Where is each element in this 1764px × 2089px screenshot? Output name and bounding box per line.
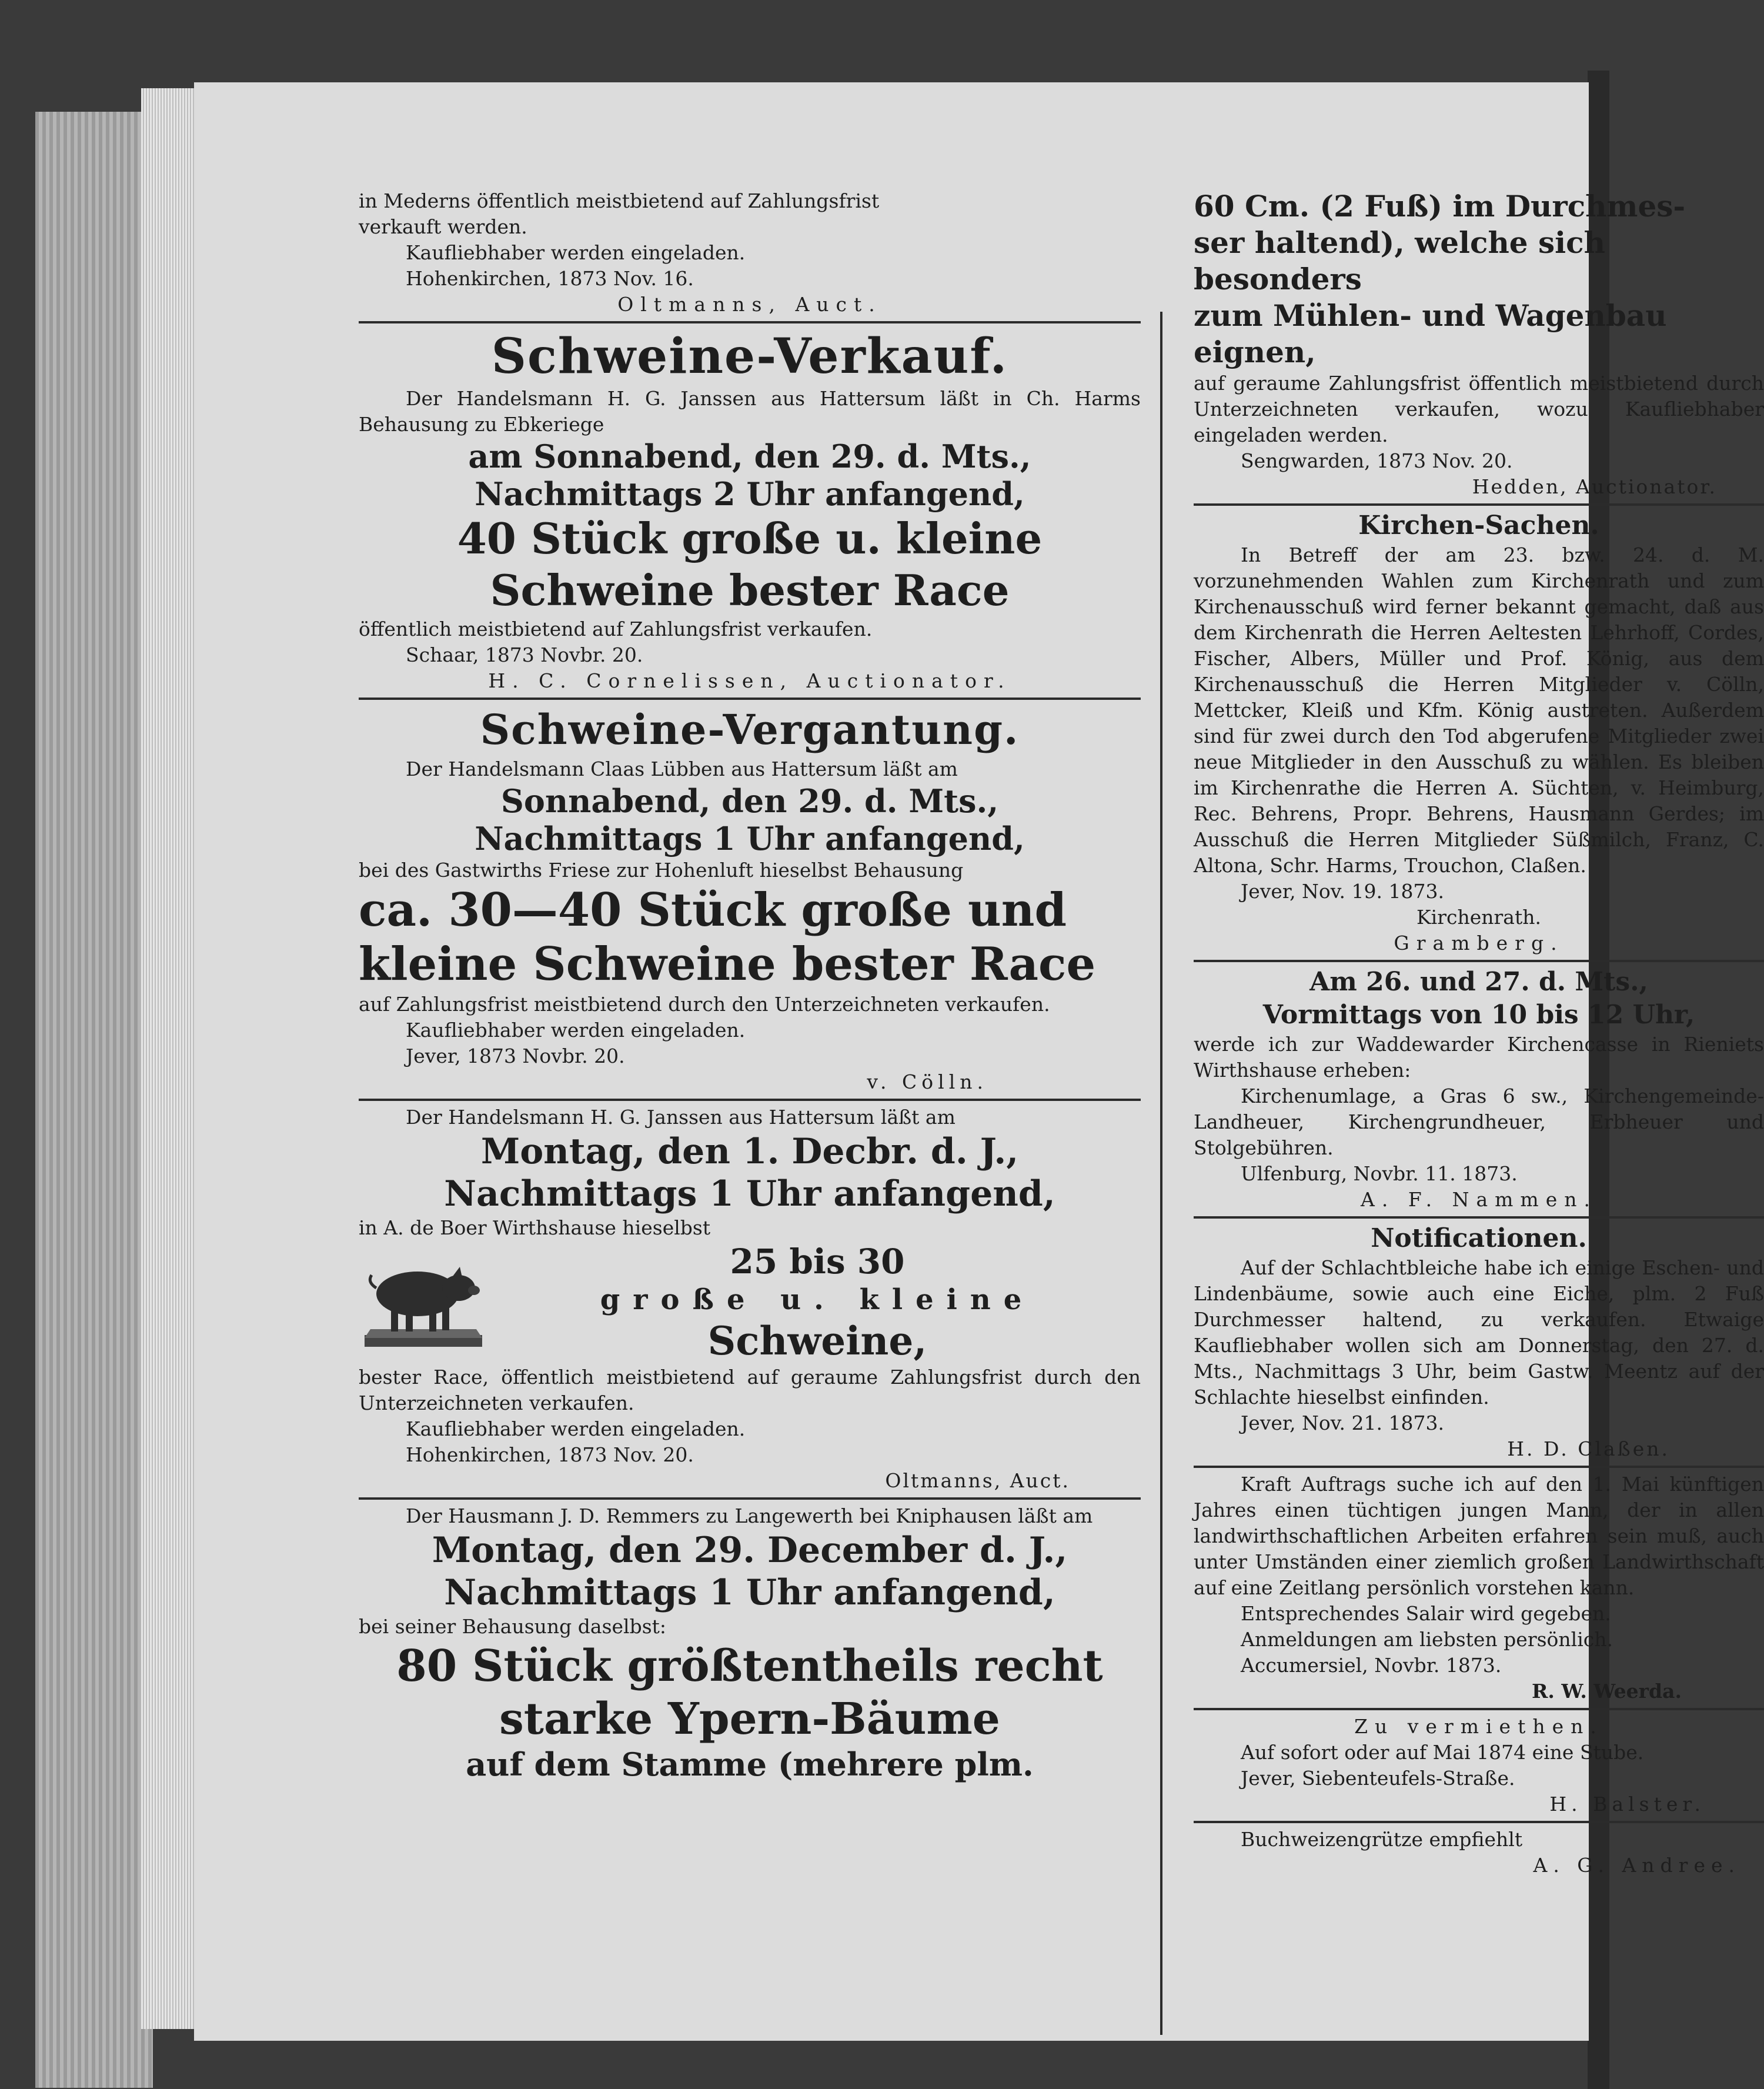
ad-text: bester Race, öffentlich meistbietend auf geraume Zahlungsfrist durch den Unterzeichneten verkaufen. <box>359 1366 1141 1414</box>
ad-time: Vormittags von 10 bis 12 Uhr, <box>1262 1000 1695 1030</box>
ad-text: Auf der Schlachtbleiche habe ich einige Eschen- und Lindenbäume, sowie auch eine Eiche, plm. 2 Fuß Durchmesser haltend, zu verkaufen. Etwaige Kaufliebhaber wollen sich am Donnerstag, den 27. d. Mts., Nachmittags 3 Uhr, beim Gastw. Meentz auf der Schlachte hieselbst einfinden. <box>1194 1256 1764 1409</box>
ad-item: 80 Stück größtentheils recht <box>396 1641 1103 1691</box>
ad-signature: Oltmanns, Auct. <box>617 293 882 316</box>
separator <box>1194 1466 1764 1468</box>
ad-schweine-verkauf <box>359 327 1141 694</box>
left-column <box>359 188 1141 1783</box>
pig-row <box>359 1241 1141 1364</box>
ad-text: in Mederns öffentlich meistbietend auf Zahlungsfrist <box>359 189 880 212</box>
ad-place-date: Sengwarden, 1873 Nov. 20. <box>1241 449 1513 472</box>
ad-text: verkauft werden. <box>359 215 527 238</box>
ad-item: Schweine, <box>707 1318 927 1364</box>
ad-intro: Der Hausmann J. D. Remmers zu Langewerth bei Kniphausen läßt am <box>406 1504 1093 1527</box>
ad-date: am Sonnabend, den 29. d. Mts., <box>468 438 1031 475</box>
ad-item: 40 Stück große u. kleine <box>457 513 1043 563</box>
ad-ypern-baeume <box>359 1503 1141 1783</box>
ad-signature: H. D. Claßen. <box>1507 1437 1670 1460</box>
ad-organization: Kirchenrath. <box>1416 906 1541 929</box>
ad-signature: A. G. Andree. <box>1533 1854 1740 1877</box>
ad-notificationen <box>1194 1222 1764 1462</box>
separator <box>1194 1216 1764 1219</box>
ad-invite: Kaufliebhaber werden eingeladen. <box>406 241 746 264</box>
ad-place-date: Hohenkirchen, 1873 Nov. 16. <box>406 267 694 290</box>
ad-signature: v. Cölln. <box>867 1070 988 1093</box>
ad-place: Jever, Siebenteufels-Straße. <box>1241 1767 1515 1790</box>
ad-buchweizen <box>1194 1827 1764 1878</box>
separator <box>359 321 1141 323</box>
ad-apply: Anmeldungen am liebsten persönlich. <box>1241 1628 1613 1651</box>
pig-illustration <box>359 1241 494 1355</box>
ad-zu-vermiethen <box>1194 1714 1764 1817</box>
ad-continued-trees <box>1194 188 1764 500</box>
ad-time: Nachmittags 1 Uhr anfangend, <box>475 820 1025 857</box>
ad-place-date: Schaar, 1873 Novbr. 20. <box>406 643 643 666</box>
ad-invite: Kaufliebhaber werden eingeladen. <box>406 1019 746 1042</box>
ad-signature: H. C. Cornelissen, Auctionator. <box>488 669 1011 692</box>
ad-text: In Betreff der am 23. bzw. 24. d. M. vorzunehmenden Wahlen zum Kirchenrath und zum Kirchenausschuß wird ferner bekannt gemacht, daß aus dem Kirchenrath die Herren Aeltesten Lehrhoff, Cordes, Fischer, Albers, Müller und Prof. König, aus dem Kirchenausschuß die Herren Mitglieder v. Cölln, Mettcker, Kleiß und Kfm. König austreten. Außerdem sind für zwei durch den Tod abgerufene Mitglieder zwei neue Mitglieder in den Ausschuß zu wählen. Es bleiben im Kirchenrathe die Herren A. Süchten, v. Heimburg, Rec. Behrens, Propr. Behrens, Hausmann Gerdes; im Ausschuß die Herren Mitglieder Süßmilch, Franz, C. Altona, Schr. Harms, Trouchon, Claßen. <box>1194 543 1764 877</box>
ad-location: in A. de Boer Wirthshause hieselbst <box>359 1216 711 1239</box>
ad-kirchencasse <box>1194 966 1764 1213</box>
ad-pig-auction <box>359 1104 1141 1494</box>
ad-date: Montag, den 1. Decbr. d. J., <box>480 1131 1019 1172</box>
ad-invite: Kaufliebhaber werden eingeladen. <box>406 1417 746 1440</box>
ad-intro: Der Handelsmann H. G. Janssen aus Hattersum läßt am <box>406 1106 956 1129</box>
separator <box>359 698 1141 700</box>
ad-signature: A. F. Nammen. <box>1361 1188 1597 1211</box>
ad-date: Sonnabend, den 29. d. Mts., <box>500 782 999 820</box>
ad-items: Kirchenumlage, a Gras 6 sw., Kirchengemeinde-Landheuer, Kirchengrundheuer, Erbheuer und Stolgebühren. <box>1194 1084 1764 1159</box>
ad-text: öffentlich meistbietend auf Zahlungsfrist verkaufen. <box>359 618 873 640</box>
ad-signature: Oltmanns, Auct. <box>885 1469 1070 1492</box>
ad-title: Schweine-Vergantung. <box>480 705 1020 754</box>
separator <box>1194 503 1764 506</box>
ad-text: auf Zahlungsfrist meistbietend durch den Unterzeichneten verkaufen. <box>359 993 1050 1016</box>
ad-place-date: Ulfenburg, Novbr. 11. 1873. <box>1241 1162 1518 1185</box>
ad-signature: Gramberg. <box>1394 932 1564 955</box>
pig-text <box>494 1241 1141 1364</box>
newspaper-page <box>194 82 1764 2041</box>
ad-place-date: Jever, Nov. 19. 1873. <box>1241 880 1444 903</box>
ad-item: ser haltend), welche sich besonders <box>1194 225 1605 296</box>
ad-place-date: Jever, Nov. 21. 1873. <box>1241 1411 1444 1434</box>
ad-title: Zu vermiethen. <box>1354 1715 1603 1738</box>
ad-item: auf dem Stamme (mehrere plm. <box>466 1746 1034 1783</box>
ad-text: auf geraume Zahlungsfrist öffentlich meistbietend durch Unterzeichneten verkaufen, wozu Kaufliebhaber eingeladen werden. <box>1194 372 1764 446</box>
ad-intro: Der Handelsmann H. G. Janssen aus Hattersum läßt in Ch. Harms Behausung zu Ebkeriege <box>359 387 1141 436</box>
ad-signature: R. W. Weerda. <box>1532 1680 1682 1703</box>
ad-location: bei des Gastwirths Friese zur Hohenluft hieselbst Behausung <box>359 859 964 882</box>
ad-text: Kraft Auftrags suche ich auf den 1. Mai künftigen Jahres einen tüchtigen jungen Mann, der in allen landwirthschaftlichen Arbeiten erfahren sein muß, auch unter Umständen einer ziemlich großen Landwirthschaft auf eine Zeitlang persönlich vorstehen kann. <box>1194 1473 1764 1599</box>
ad-text: werde ich zur Waddewarder Kirchencasse in Rieniets Wirthshause erheben: <box>1194 1033 1764 1082</box>
ad-text: Buchweizengrütze empfiehlt <box>1241 1828 1523 1851</box>
ad-place-date: Jever, 1873 Novbr. 20. <box>406 1044 625 1067</box>
ad-item: eignen, <box>1194 335 1316 369</box>
separator <box>359 1099 1141 1101</box>
ad-item: ca. 30—40 Stück große und kleine Schweine bester Race <box>359 883 1096 991</box>
ad-intro: Der Handelsmann Claas Lübben aus Hattersum läßt am <box>406 757 958 780</box>
column-divider <box>1160 312 1162 2035</box>
ad-date: Am 26. und 27. d. Mts., <box>1309 967 1648 997</box>
page-edges <box>141 88 194 2029</box>
ad-item: 25 bis 30 <box>730 1242 905 1282</box>
ad-time: Nachmittags 2 Uhr anfangend, <box>475 475 1025 513</box>
ad-signature: H. Balster. <box>1549 1793 1705 1816</box>
ad-salary: Entsprechendes Salair wird gegeben. <box>1241 1602 1611 1625</box>
ad-item: starke Ypern-Bäume <box>499 1694 1000 1744</box>
separator <box>359 1497 1141 1500</box>
separator <box>1194 1821 1764 1823</box>
ad-kirchen-sachen <box>1194 509 1764 956</box>
ad-stelle-gesucht <box>1194 1471 1764 1704</box>
ad-place-date: Hohenkirchen, 1873 Nov. 20. <box>406 1443 694 1466</box>
ad-title: Notificationen. <box>1371 1223 1587 1253</box>
ad-title: Kirchen-Sachen. <box>1358 510 1599 540</box>
ad-item: große u. kleine <box>600 1283 1035 1316</box>
ad-time: Nachmittags 1 Uhr anfangend, <box>444 1572 1055 1613</box>
ad-schweine-vergantung <box>359 703 1141 1095</box>
ad-place-date: Accumersiel, Novbr. 1873. <box>1241 1654 1502 1677</box>
ad-item: Schweine bester Race <box>490 565 1010 615</box>
ad-signature: Hedden, Auctionator. <box>1472 475 1717 498</box>
ad-item: 60 Cm. (2 Fuß) im Durchmes- <box>1194 189 1686 223</box>
ad-location: bei seiner Behausung daselbst: <box>359 1615 667 1638</box>
ad-time: Nachmittags 1 Uhr anfangend, <box>444 1173 1055 1214</box>
ad-continued <box>359 188 1141 318</box>
book-binding <box>35 112 153 2088</box>
ad-text: Auf sofort oder auf Mai 1874 eine Stube. <box>1241 1741 1644 1764</box>
ad-date: Montag, den 29. December d. J., <box>432 1530 1068 1571</box>
right-column <box>1194 188 1764 1878</box>
separator <box>1194 1708 1764 1710</box>
ad-item: zum Mühlen- und Wagenbau <box>1194 298 1667 333</box>
ad-title: Schweine-Verkauf. <box>491 328 1008 385</box>
separator <box>1194 960 1764 962</box>
